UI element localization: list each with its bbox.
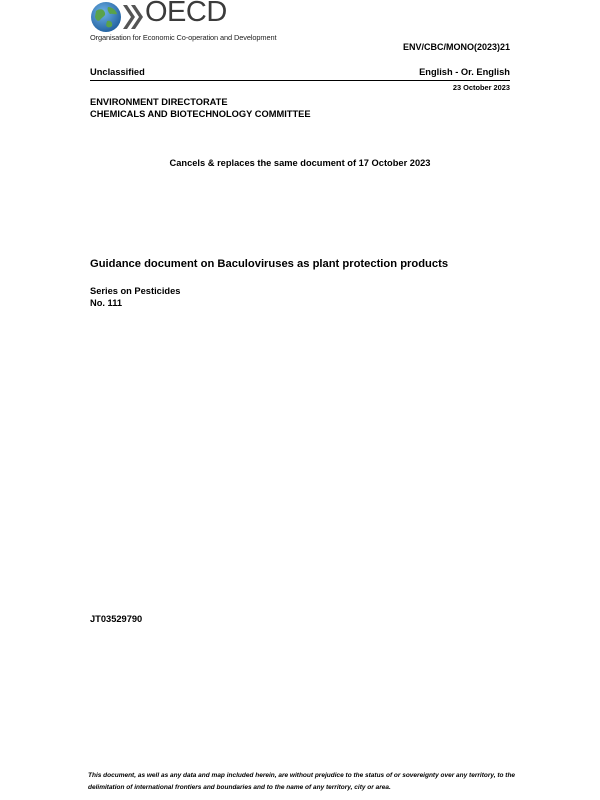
oecd-full-name: Organisation for Economic Co-operation and Development <box>90 33 277 42</box>
document-date: 23 October 2023 <box>452 83 510 92</box>
committee-name: CHEMICALS AND BIOTECHNOLOGY COMMITTEE <box>90 109 311 119</box>
oecd-wordmark: OECD <box>145 0 227 28</box>
disclaimer-line-1: This document, as well as any data and map included herein, are without prejudice to the status of or sovereignty over any territory, to the <box>88 772 516 779</box>
job-code: JT03529790 <box>90 614 143 624</box>
series-name: Series on Pesticides <box>90 286 181 296</box>
series-block <box>90 285 180 309</box>
document-reference: ENV/CBC/MONO(2023)21 <box>402 42 510 52</box>
disclaimer-line-2: delimitation of international frontiers and boundaries and to the name of any territory, city or area. <box>88 784 391 791</box>
classification-line <box>90 67 510 81</box>
legal-disclaimer <box>88 770 528 794</box>
directorate-block <box>90 96 311 120</box>
document-language: English - Or. English <box>419 67 510 77</box>
document-title: Guidance document on Baculoviruses as plant protection products <box>90 258 449 270</box>
classification-status: Unclassified <box>90 67 145 77</box>
directorate-name: ENVIRONMENT DIRECTORATE <box>90 97 228 107</box>
oecd-logo <box>90 0 310 42</box>
oecd-globe-chevrons-icon <box>90 1 148 33</box>
cancellation-notice: Cancels & replaces the same document of 17 October 2023 <box>169 158 431 168</box>
series-number: No. 111 <box>90 298 123 308</box>
